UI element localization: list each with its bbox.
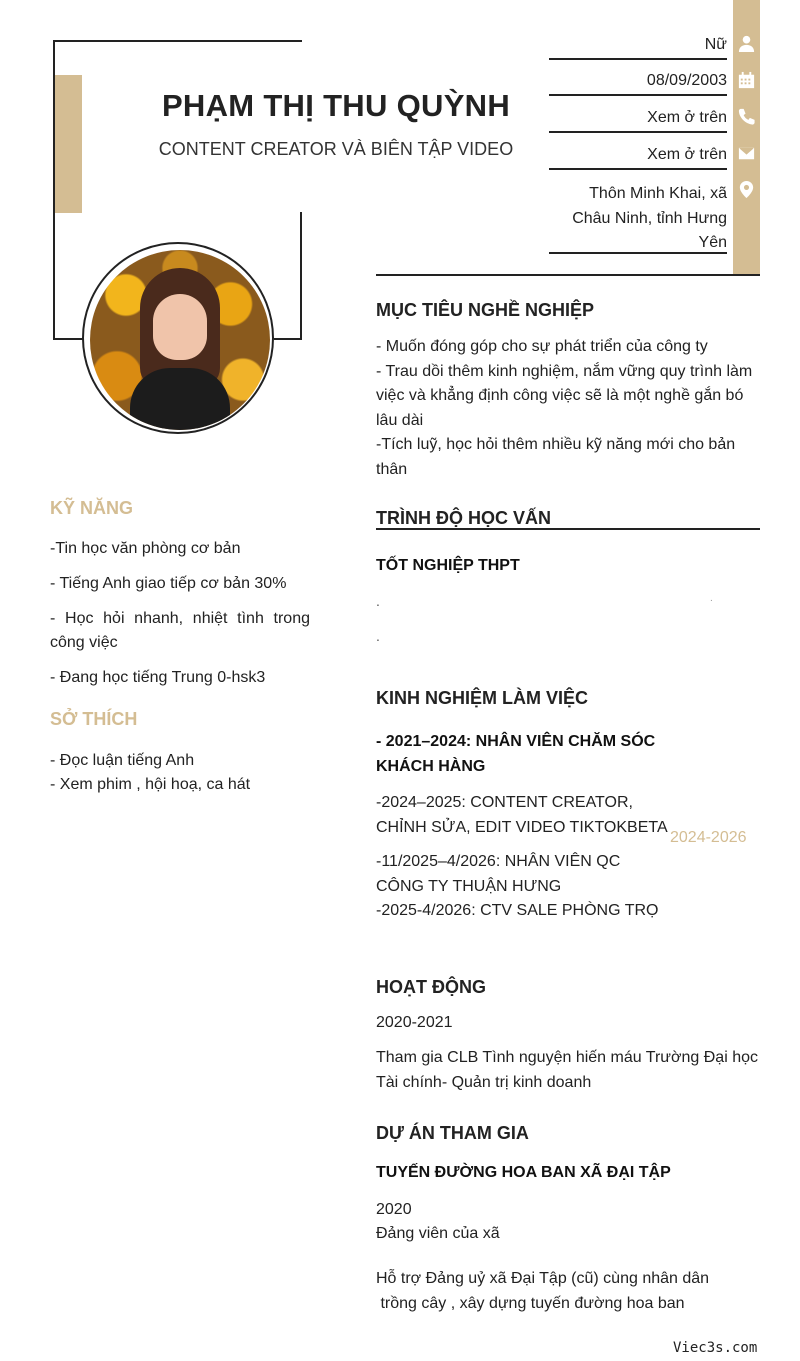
education-school: TỐT NGHIỆP THPT <box>376 557 520 574</box>
skill-item: -Tin học văn phòng cơ bản <box>50 540 241 557</box>
experience-item: - 2021–2024: NHÂN VIÊN CHĂM SÓC KHÁCH HÀNG <box>376 733 656 775</box>
user-icon <box>736 33 757 54</box>
objective-text <box>376 335 760 483</box>
gender-value: Nữ <box>704 36 727 53</box>
header-frame-bottom-left <box>53 338 83 340</box>
activities-heading: HOẠT ĐỘNG <box>376 977 486 997</box>
full-name: PHẠM THỊ THU QUỲNH <box>161 88 511 123</box>
contact-divider <box>549 94 727 96</box>
skill-item: - Tiếng Anh giao tiếp cơ bản 30% <box>50 575 287 592</box>
activities-period: 2020-2021 <box>376 1014 453 1031</box>
experience-item: -2025-4/2026: CTV SALE PHÒNG TRỌ <box>376 902 659 919</box>
contact-divider <box>549 252 727 254</box>
job-title: CONTENT CREATOR VÀ BIÊN TẬP VIDEO <box>158 139 514 159</box>
objective-line: - Muốn đóng góp cho sự phát triển của công ty <box>376 338 708 355</box>
contact-divider <box>549 168 727 170</box>
education-divider <box>376 528 760 530</box>
header-frame-bottom-right <box>274 338 302 340</box>
skills-heading: KỸ NĂNG <box>50 498 134 518</box>
education-detail: . <box>376 628 380 644</box>
email-value: Xem ở trên <box>647 146 727 163</box>
phone-value: Xem ở trên <box>647 109 727 126</box>
contact-divider <box>549 58 727 60</box>
section-divider <box>376 274 760 276</box>
footer-watermark: Viec3s.com <box>673 1340 758 1356</box>
project-description-line: trồng cây , xây dựng tuyến đường hoa ban <box>376 1294 685 1312</box>
hobby-item: - Đọc luận tiếng Anh <box>50 752 195 769</box>
header-frame-top <box>53 40 302 42</box>
phone-icon <box>736 106 757 127</box>
activities-description: Tham gia CLB Tình nguyện hiến máu Trường Đại học Tài chính- Quản trị kinh doanh <box>376 1049 758 1091</box>
hobby-item: - Xem phim , hội hoạ, ca hát <box>50 776 251 793</box>
title-background <box>120 70 540 180</box>
address-value: Thôn Minh Khai, xã Châu Ninh, tỉnh Hưng Yên <box>572 185 727 251</box>
project-name: TUYẾN ĐƯỜNG HOA BAN XÃ ĐẠI TẬP <box>376 1164 671 1181</box>
hobbies-heading: SỞ THÍCH <box>50 709 138 729</box>
skill-item: - Đang học tiếng Trung 0-hsk3 <box>50 669 266 686</box>
experience-item: -11/2025–4/2026: NHÂN VIÊN QC CÔNG TY THUẬN HƯNG <box>376 853 621 895</box>
accent-bar <box>55 75 82 213</box>
contact-divider <box>549 131 727 133</box>
project-description <box>376 1267 760 1316</box>
education-period: . <box>710 593 713 604</box>
experience-heading: KINH NGHIỆM LÀM VIỆC <box>376 688 589 708</box>
experience-item: -2024–2025: CONTENT CREATOR, CHỈNH SỬA, EDIT VIDEO TIKTOKBETA <box>376 794 668 836</box>
calendar-icon <box>736 70 757 91</box>
education-detail: . <box>376 593 380 609</box>
project-year: 2020 <box>376 1201 412 1218</box>
skill-item: - Học hỏi nhanh, nhiệt tình trong công việc <box>50 610 310 651</box>
header-frame-right <box>300 212 302 340</box>
objective-line: - Trau dồi thêm kinh nghiệm, nắm vững quy trình làm việc và khẳng định công việc sẽ là một nghề gắn bó lâu dài <box>376 362 753 429</box>
objective-heading: MỤC TIÊU NGHỀ NGHIỆP <box>376 300 595 320</box>
email-icon <box>736 143 757 164</box>
objective-line: -Tích luỹ, học hỏi thêm nhiều kỹ năng mới cho bản thân <box>376 436 736 478</box>
education-heading: TRÌNH ĐỘ HỌC VẤN <box>376 508 551 528</box>
location-icon <box>736 179 757 200</box>
experience-period: 2024-2026 <box>670 829 747 846</box>
birthday-value: 08/09/2003 <box>646 72 727 89</box>
projects-heading: DỰ ÁN THAM GIA <box>376 1123 529 1143</box>
project-description-line: Hỗ trợ Đảng uỷ xã Đại Tập (cũ) cùng nhân dân <box>376 1270 710 1287</box>
project-role: Đảng viên của xã <box>376 1225 500 1242</box>
avatar <box>90 250 270 430</box>
